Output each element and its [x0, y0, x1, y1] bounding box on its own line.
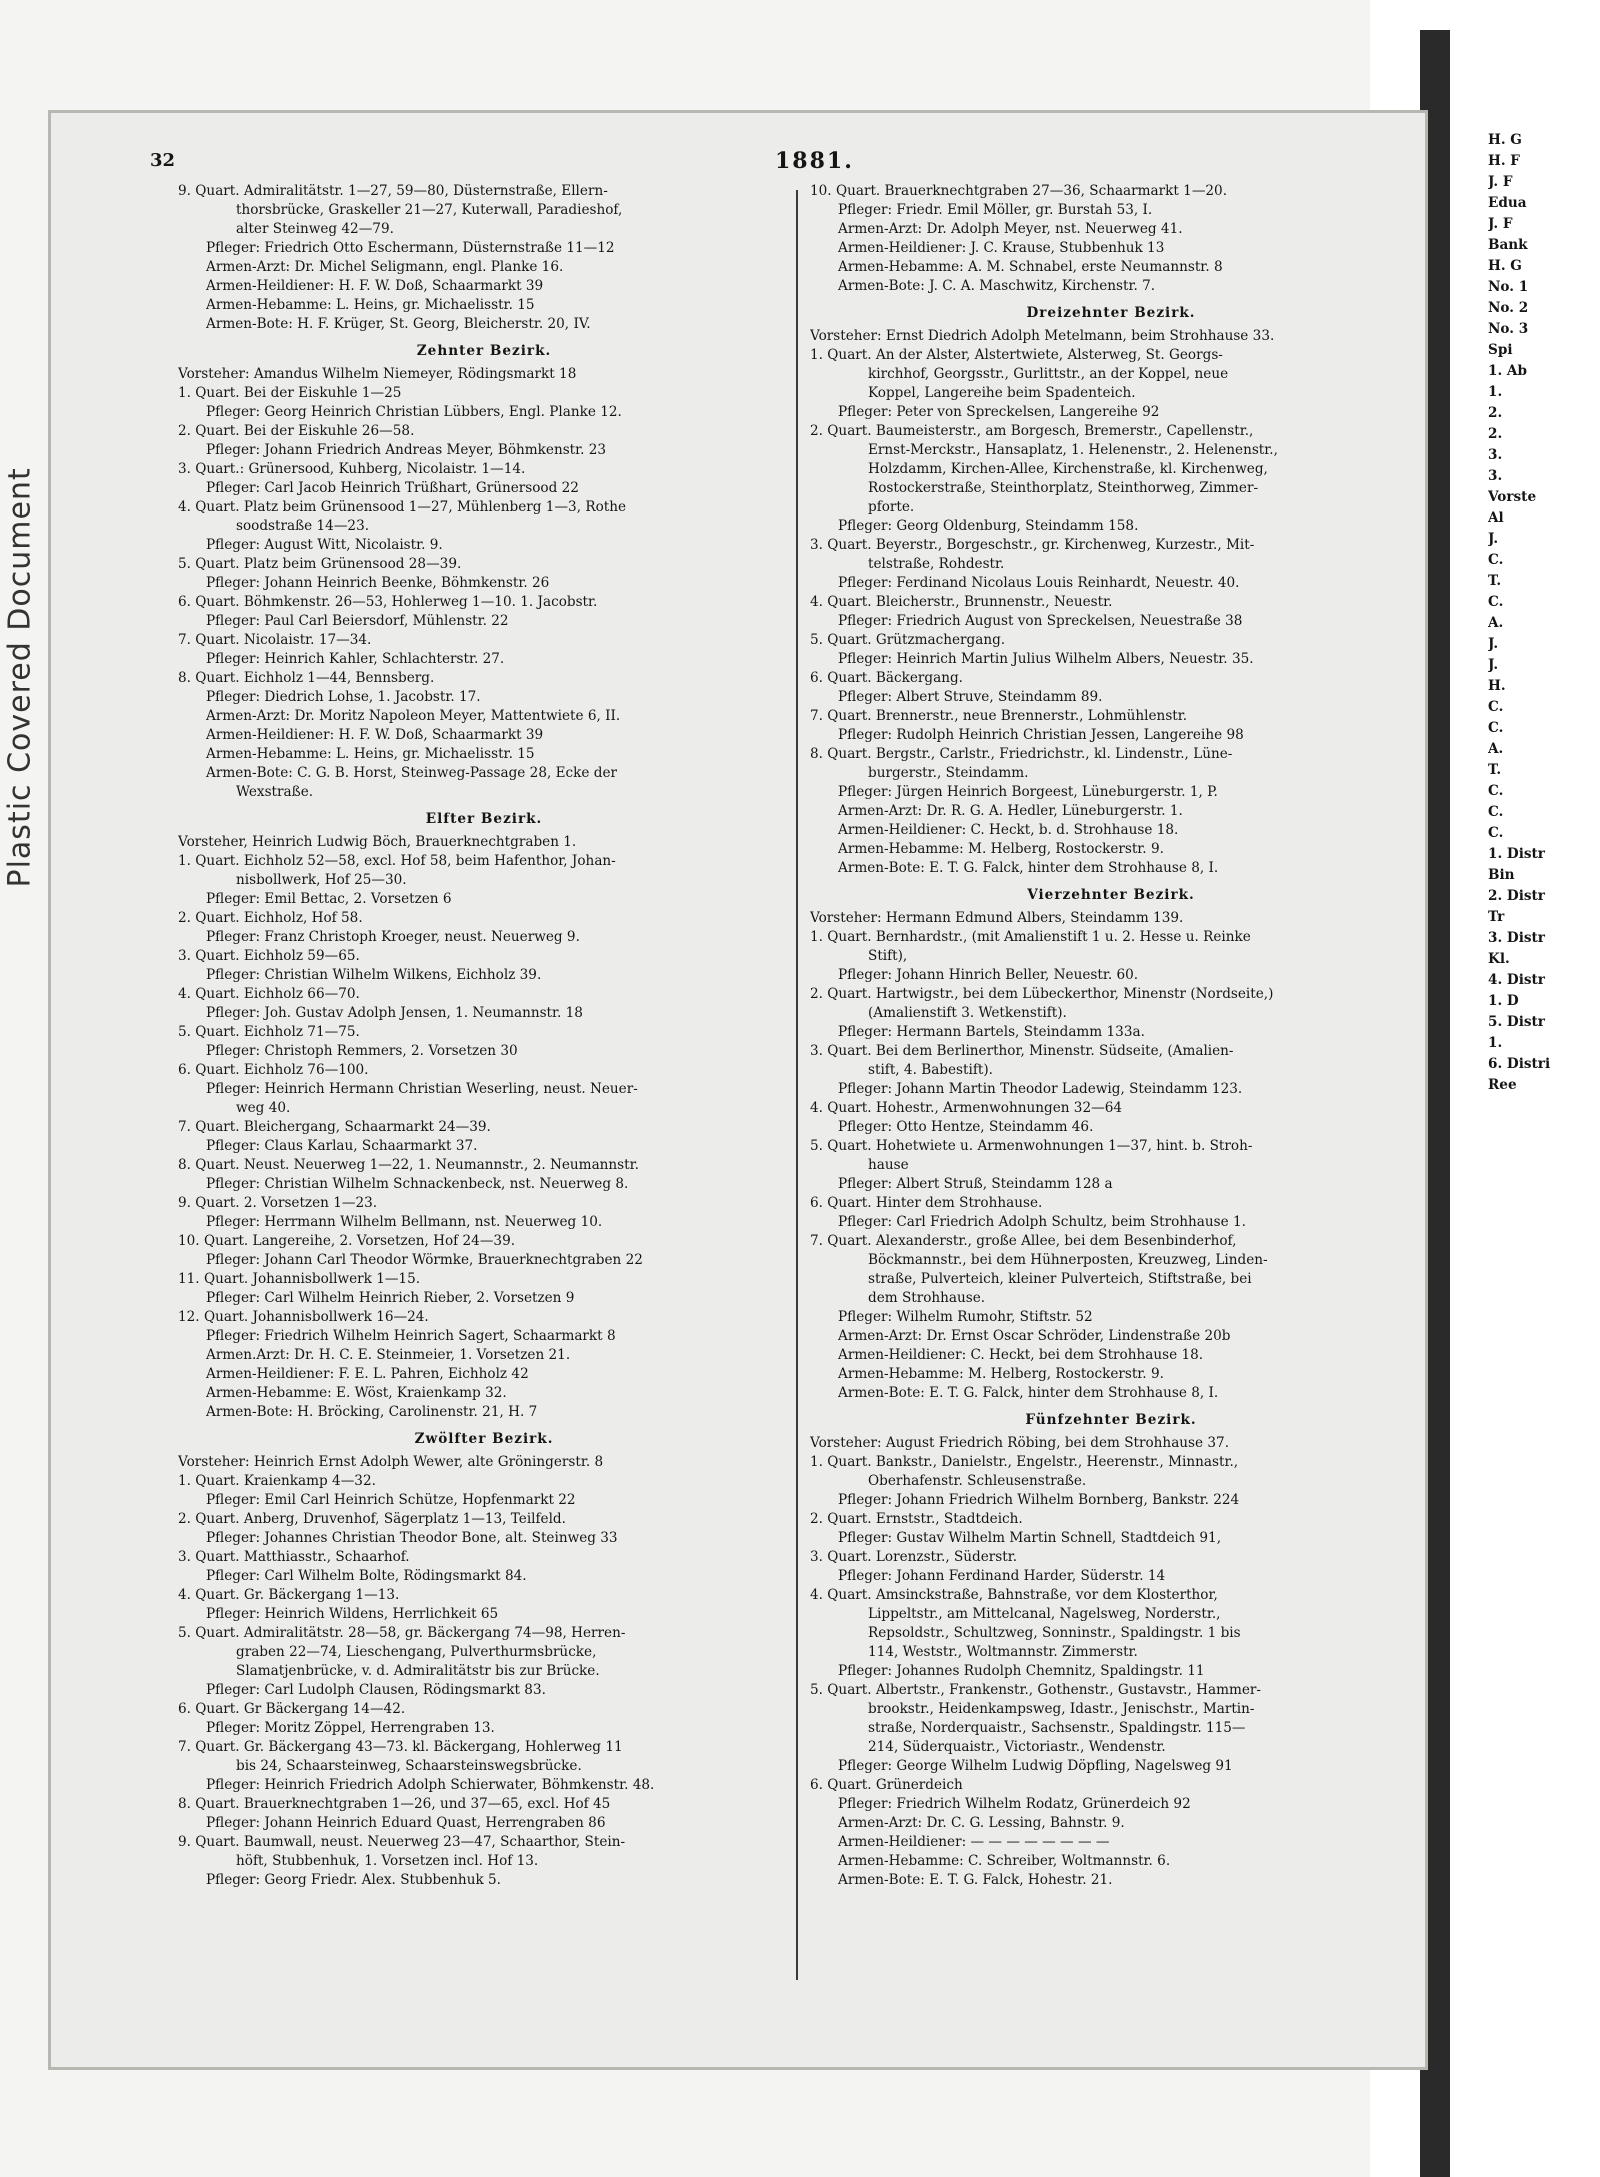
plastic-cover-label: Plastic Covered Document — [2, 467, 38, 888]
entry-line: 214, Süderquaistr., Victoriastr., Wendenstr. — [868, 1739, 1166, 1755]
entry-line: Pfleger: Herrmann Wilhelm Bellmann, nst. Neuerweg 10. — [206, 1214, 603, 1230]
entry-line: 3. Quart. Eichholz 59—65. — [178, 948, 360, 964]
entry-line: Pfleger: George Wilhelm Ludwig Döpfling, Nagelsweg 91 — [838, 1758, 1233, 1774]
entry-line: Pfleger: Emil Carl Heinrich Schütze, Hopfenmarkt 22 — [206, 1492, 576, 1508]
entry-line: 4. Quart. Platz beim Grünensood 1—27, Mühlenberg 1—3, Rothe — [178, 499, 627, 515]
entry-line: 8. Quart. Neust. Neuerweg 1—22, 1. Neumannstr., 2. Neumannstr. — [178, 1157, 639, 1173]
adjacent-page-fragment: 2. — [1488, 405, 1503, 421]
adjacent-page-fragment: T. — [1488, 573, 1502, 589]
entry-line: 5. Quart. Admiralitätstr. 28—58, gr. Bäckergang 74—98, Herren- — [178, 1625, 626, 1641]
entry-line: Armen-Bote: J. C. A. Maschwitz, Kirchenstr. 7. — [838, 278, 1156, 294]
entry-line: brookstr., Heidenkampsweg, Idastr., Jenischstr., Martin- — [868, 1701, 1255, 1717]
entry-line: Pfleger: Johannes Christian Theodor Bone, alt. Steinweg 33 — [206, 1530, 618, 1546]
adjacent-page-fragment: 1. — [1488, 384, 1503, 400]
entry-line: 10. Quart. Brauerknechtgraben 27—36, Schaarmarkt 1—20. — [810, 183, 1228, 199]
adjacent-page-fragment: 3. — [1488, 447, 1503, 463]
adjacent-page-fragment: J. — [1488, 657, 1499, 673]
entry-line: Pfleger: Joh. Gustav Adolph Jensen, 1. Neumannstr. 18 — [206, 1005, 583, 1021]
entry-line: alter Steinweg 42—79. — [236, 221, 394, 237]
entry-line: Pfleger: Friedr. Emil Möller, gr. Burstah 53, I. — [838, 202, 1153, 218]
entry-line: Vorsteher: Ernst Diedrich Adolph Metelmann, beim Strohhause 33. — [810, 328, 1275, 344]
entry-line: 3. Quart. Matthiasstr., Schaarhof. — [178, 1549, 410, 1565]
entry-line: 114, Weststr., Woltmannstr. Zimmerstr. — [868, 1644, 1138, 1660]
entry-line: Pfleger: Friedrich Wilhelm Heinrich Sagert, Schaarmarkt 8 — [206, 1328, 616, 1344]
entry-line: Pfleger: Georg Oldenburg, Steindamm 158. — [838, 518, 1139, 534]
entry-line: Pfleger: Friedrich Wilhelm Rodatz, Grünerdeich 92 — [838, 1796, 1191, 1812]
entry-line: 7. Quart. Bleichergang, Schaarmarkt 24—39. — [178, 1119, 491, 1135]
adjacent-page-fragment: No. 3 — [1488, 321, 1529, 337]
entry-line: 1. Quart. Bernhardstr., (mit Amalienstift 1 u. 2. Hesse u. Reinke — [810, 929, 1251, 945]
adjacent-page-fragment: H. G — [1488, 258, 1522, 274]
entry-line: 1. Quart. Bankstr., Danielstr., Engelstr., Heerenstr., Minnastr., — [810, 1454, 1239, 1470]
adjacent-page-fragment: 1. Distr — [1488, 846, 1545, 862]
adjacent-page-fragment: Ree — [1488, 1077, 1517, 1093]
adjacent-page-fragment: 2. — [1488, 426, 1503, 442]
entry-line: Pfleger: Emil Bettac, 2. Vorsetzen 6 — [206, 891, 452, 907]
entry-line: Pfleger: Georg Friedr. Alex. Stubbenhuk 5. — [206, 1872, 501, 1888]
entry-line: Pfleger: Carl Ludolph Clausen, Rödingsmarkt 83. — [206, 1682, 546, 1698]
entry-line: stift, 4. Babestift). — [868, 1062, 993, 1078]
entry-line: 8. Quart. Brauerknechtgraben 1—26, und 37—65, excl. Hof 45 — [178, 1796, 611, 1812]
entry-line: Armen-Bote: E. T. G. Falck, hinter dem Strohhause 8, I. — [838, 1385, 1219, 1401]
entry-line: Armen-Arzt: Dr. R. G. A. Hedler, Lüneburgerstr. 1. — [838, 803, 1183, 819]
entry-line: (Amalienstift 3. Wetkenstift). — [868, 1005, 1067, 1021]
adjacent-page-fragment: 1. — [1488, 1035, 1503, 1051]
entry-line: Vorsteher: Amandus Wilhelm Niemeyer, Rödingsmarkt 18 — [178, 366, 577, 382]
entry-line: 5. Quart. Hohetwiete u. Armenwohnungen 1—37, hint. b. Stroh- — [810, 1138, 1253, 1154]
entry-line: bis 24, Schaarsteinweg, Schaarsteinswegsbrücke. — [236, 1758, 582, 1774]
entry-line: 9. Quart. Admiralitätstr. 1—27, 59—80, Düsternstraße, Ellern- — [178, 183, 608, 199]
entry-line: Armen-Hebamme: L. Heins, gr. Michaelisstr. 15 — [206, 746, 535, 762]
entry-line: 1. Quart. Kraienkamp 4—32. — [178, 1473, 376, 1489]
entry-line: Armen-Bote: H. F. Krüger, St. Georg, Bleicherstr. 20, IV. — [206, 316, 591, 332]
entry-line: Pfleger: Johann Martin Theodor Ladewig, Steindamm 123. — [838, 1081, 1243, 1097]
entry-line: burgerstr., Steindamm. — [868, 765, 1029, 781]
entry-line: Pfleger: Georg Heinrich Christian Lübbers, Engl. Planke 12. — [206, 404, 622, 420]
entry-line: straße, Pulverteich, kleiner Pulverteich, Stiftstraße, bei — [868, 1271, 1252, 1287]
entry-line: Armen-Arzt: Dr. C. G. Lessing, Bahnstr. 9. — [838, 1815, 1125, 1831]
entry-line: Pfleger: Carl Friedrich Adolph Schultz, beim Strohhause 1. — [838, 1214, 1246, 1230]
entry-line: Ernst-Merckstr., Hansaplatz, 1. Helenenstr., 2. Helenenstr., — [868, 442, 1278, 458]
adjacent-page-fragment: A. — [1488, 741, 1504, 757]
entry-line: 5. Quart. Eichholz 71—75. — [178, 1024, 360, 1040]
adjacent-page-fragment: Bin — [1488, 867, 1515, 883]
entry-line: Armen-Arzt: Dr. Ernst Oscar Schröder, Lindenstraße 20b — [838, 1328, 1231, 1344]
entry-line: Pfleger: Carl Jacob Heinrich Trüßhart, Grünersood 22 — [206, 480, 579, 496]
adjacent-page-fragment: Edua — [1488, 195, 1527, 211]
entry-line: kirchhof, Georgsstr., Gurlittstr., an der Koppel, neue — [868, 366, 1229, 382]
entry-line: 6. Quart. Hinter dem Strohhause. — [810, 1195, 1043, 1211]
entry-line: 8. Quart. Eichholz 1—44, Bennsberg. — [178, 670, 435, 686]
entry-line: Armen-Arzt: Dr. Michel Seligmann, engl. Planke 16. — [206, 259, 564, 275]
adjacent-page-fragment: H. F — [1488, 153, 1520, 169]
adjacent-page-fragment: 6. Distri — [1488, 1056, 1551, 1072]
entry-line: Pfleger: Johann Heinrich Eduard Quast, Herrengraben 86 — [206, 1815, 606, 1831]
entry-line: 7. Quart. Alexanderstr., große Allee, bei dem Besenbinderhof, — [810, 1233, 1237, 1249]
entry-line: 3. Quart. Beyerstr., Borgeschstr., gr. Kirchenweg, Kurzestr., Mit- — [810, 537, 1255, 553]
adjacent-page-fragment: C. — [1488, 594, 1504, 610]
entry-line: Armen-Heildiener: F. E. L. Pahren, Eichholz 42 — [206, 1366, 529, 1382]
entry-line: Pfleger: Jürgen Heinrich Borgeest, Lüneburgerstr. 1, P. — [838, 784, 1218, 800]
entry-line: Pfleger: Otto Hentze, Steindamm 46. — [838, 1119, 1094, 1135]
entry-line: Pfleger: Wilhelm Rumohr, Stiftstr. 52 — [838, 1309, 1093, 1325]
adjacent-page-fragment: C. — [1488, 783, 1504, 799]
adjacent-page-fragment: C. — [1488, 825, 1504, 841]
entry-line: Vorsteher: Heinrich Ernst Adolph Wewer, alte Gröningerstr. 8 — [178, 1454, 604, 1470]
adjacent-page-fragment: Kl. — [1488, 951, 1510, 967]
entry-line: Pfleger: August Witt, Nicolaistr. 9. — [206, 537, 443, 553]
entry-line: Pfleger: Hermann Bartels, Steindamm 133a. — [838, 1024, 1145, 1040]
adjacent-page-fragment: 2. Distr — [1488, 888, 1545, 904]
entry-line: 4. Quart. Eichholz 66—70. — [178, 986, 360, 1002]
entry-line: 4. Quart. Gr. Bäckergang 1—13. — [178, 1587, 400, 1603]
district-heading: Fünfzehnter Bezirk. — [1025, 1412, 1197, 1428]
entry-line: Armen-Arzt: Dr. Adolph Meyer, nst. Neuerweg 41. — [838, 221, 1183, 237]
district-heading: Elfter Bezirk. — [425, 811, 543, 827]
adjacent-page-fragment: Vorste — [1488, 489, 1537, 505]
entry-line: Pfleger: Albert Struß, Steindamm 128 a — [838, 1176, 1113, 1192]
adjacent-page-fragment: 3. Distr — [1488, 930, 1545, 946]
adjacent-page-fragment: J. — [1488, 636, 1499, 652]
entry-line: pforte. — [868, 499, 915, 515]
entry-line: 5. Quart. Albertstr., Frankenstr., Gothenstr., Gustavstr., Hammer- — [810, 1682, 1261, 1698]
adjacent-page-strip — [1488, 130, 1600, 1096]
entry-line: straße, Norderquaistr., Sachsenstr., Spaldingstr. 115— — [868, 1720, 1246, 1736]
entry-line: Pfleger: Heinrich Friedrich Adolph Schierwater, Böhmkenstr. 48. — [206, 1777, 655, 1793]
entry-line: Armen.Arzt: Dr. H. C. E. Steinmeier, 1. Vorsetzen 21. — [206, 1347, 571, 1363]
entry-line: Pfleger: Peter von Spreckelsen, Langereihe 92 — [838, 404, 1160, 420]
entry-line: Armen-Heildiener: C. Heckt, bei dem Strohhause 18. — [838, 1347, 1204, 1363]
entry-line: 4. Quart. Hohestr., Armenwohnungen 32—64 — [810, 1100, 1122, 1116]
entry-line: Pfleger: Albert Struve, Steindamm 89. — [838, 689, 1103, 705]
adjacent-page-fragment: H. — [1488, 678, 1506, 694]
entry-line: 2. Quart. Bei der Eiskuhle 26—58. — [178, 423, 415, 439]
entry-line: Pfleger: Rudolph Heinrich Christian Jessen, Langereihe 98 — [838, 727, 1244, 743]
entry-line: Pfleger: Friedrich August von Spreckelsen, Neuestraße 38 — [838, 613, 1243, 629]
entry-line: Pfleger: Paul Carl Beiersdorf, Mühlenstr. 22 — [206, 613, 509, 629]
entry-line: 3. Quart. Bei dem Berlinerthor, Minenstr. Südseite, (Amalien- — [810, 1043, 1234, 1059]
entry-line: Stift), — [868, 948, 908, 964]
adjacent-page-fragment: No. 2 — [1488, 300, 1529, 316]
entry-line: Armen-Heildiener: J. C. Krause, Stubbenhuk 13 — [838, 240, 1165, 256]
entry-line: Armen-Heildiener: C. Heckt, b. d. Strohhause 18. — [838, 822, 1179, 838]
entry-line: Armen-Bote: E. T. G. Falck, Hohestr. 21. — [838, 1872, 1113, 1888]
district-heading: Zwölfter Bezirk. — [414, 1431, 554, 1447]
district-heading: Zehnter Bezirk. — [416, 343, 552, 359]
entry-line: Vorsteher, Heinrich Ludwig Böch, Brauerknechtgraben 1. — [178, 834, 577, 850]
entry-line: Pfleger: Friedrich Otto Eschermann, Düsternstraße 11—12 — [206, 240, 615, 256]
entry-line: Pfleger: Heinrich Kahler, Schlachterstr. 27. — [206, 651, 505, 667]
entry-line: Pfleger: Johann Hinrich Beller, Neuestr. 60. — [838, 967, 1139, 983]
entry-line: 7. Quart. Brennerstr., neue Brennerstr., Lohmühlenstr. — [810, 708, 1188, 724]
entry-line: 2. Quart. Eichholz, Hof 58. — [178, 910, 363, 926]
entry-line: Armen-Bote: H. Bröcking, Carolinenstr. 21, H. 7 — [206, 1404, 538, 1420]
entry-line: Armen-Hebamme: L. Heins, gr. Michaelisstr. 15 — [206, 297, 535, 313]
adjacent-page-fragment: 3. — [1488, 468, 1503, 484]
column-divider — [796, 190, 798, 1980]
entry-line: Oberhafenstr. Schleusenstraße. — [868, 1473, 1087, 1489]
entry-line: Pfleger: Johann Carl Theodor Wörmke, Brauerknechtgraben 22 — [206, 1252, 643, 1268]
entry-line: Armen-Hebamme: A. M. Schnabel, erste Neumannstr. 8 — [838, 259, 1223, 275]
entry-line: hause — [868, 1157, 909, 1173]
entry-line: 6. Quart. Bäckergang. — [810, 670, 963, 686]
entry-line: 6. Quart. Gr Bäckergang 14—42. — [178, 1701, 406, 1717]
entry-line: Armen-Heildiener: — — — — — — — — — [838, 1834, 1110, 1850]
adjacent-page-fragment: H. G — [1488, 132, 1522, 148]
adjacent-page-fragment: Tr — [1488, 909, 1505, 925]
district-heading: Vierzehnter Bezirk. — [1027, 887, 1195, 903]
adjacent-page-fragment: 4. Distr — [1488, 972, 1545, 988]
adjacent-page-fragment: 1. D — [1488, 993, 1519, 1009]
year-header: 1881. — [775, 148, 854, 174]
entry-line: Armen-Arzt: Dr. Moritz Napoleon Meyer, Mattentwiete 6, II. — [206, 708, 621, 724]
entry-line: Pfleger: Carl Wilhelm Bolte, Rödingsmarkt 84. — [206, 1568, 527, 1584]
entry-line: Böckmannstr., bei dem Hühnerposten, Kreuzweg, Linden- — [868, 1252, 1268, 1268]
entry-line: Pfleger: Carl Wilhelm Heinrich Rieber, 2. Vorsetzen 9 — [206, 1290, 575, 1306]
entry-line: Pfleger: Heinrich Wildens, Herrlichkeit 65 — [206, 1606, 499, 1622]
entry-line: Armen-Bote: C. G. B. Horst, Steinweg-Passage 28, Ecke der — [206, 765, 617, 781]
entry-line: 1. Quart. Eichholz 52—58, excl. Hof 58, beim Hafenthor, Johan- — [178, 853, 616, 869]
right-column — [810, 182, 1412, 1890]
adjacent-page-fragment: A. — [1488, 615, 1504, 631]
entry-line: Pfleger: Johann Ferdinand Harder, Süderstr. 14 — [838, 1568, 1166, 1584]
entry-line: graben 22—74, Lieschengang, Pulverthurmsbrücke, — [236, 1644, 597, 1660]
entry-line: 5. Quart. Platz beim Grünensood 28—39. — [178, 556, 462, 572]
adjacent-page-fragment: 1. Ab — [1488, 363, 1527, 379]
entry-line: 9. Quart. 2. Vorsetzen 1—23. — [178, 1195, 378, 1211]
entry-line: Vorsteher: Hermann Edmund Albers, Steindamm 139. — [810, 910, 1184, 926]
entry-line: Armen-Hebamme: M. Helberg, Rostockerstr. 9. — [838, 841, 1164, 857]
entry-line: Holzdamm, Kirchen-Allee, Kirchenstraße, kl. Kirchenweg, — [868, 461, 1268, 477]
entry-line: Lippeltstr., am Mittelcanal, Nagelsweg, Norderstr., — [868, 1606, 1221, 1622]
entry-line: 2. Quart. Baumeisterstr., am Borgesch, Bremerstr., Capellenstr., — [810, 423, 1254, 439]
entry-line: höft, Stubbenhuk, 1. Vorsetzen incl. Hof 13. — [236, 1853, 539, 1869]
adjacent-page-fragment: Bank — [1488, 237, 1528, 253]
adjacent-page-fragment: Al — [1488, 510, 1504, 526]
entry-line: Armen-Bote: E. T. G. Falck, hinter dem Strohhause 8, I. — [838, 860, 1219, 876]
entry-line: soodstraße 14—23. — [236, 518, 370, 534]
entry-line: 2. Quart. Anberg, Druvenhof, Sägerplatz 1—13, Teilfeld. — [178, 1511, 566, 1527]
adjacent-page-fragment: T. — [1488, 762, 1502, 778]
entry-line: Vorsteher: August Friedrich Röbing, bei dem Strohhause 37. — [810, 1435, 1230, 1451]
left-column — [178, 182, 790, 1890]
entry-line: Pfleger: Johann Heinrich Beenke, Böhmkenstr. 26 — [206, 575, 550, 591]
page-number: 32 — [150, 150, 176, 171]
adjacent-page-fragment: C. — [1488, 699, 1504, 715]
entry-line: 2. Quart. Ernststr., Stadtdeich. — [810, 1511, 1023, 1527]
entry-line: Repsoldstr., Schultzweg, Sonninstr., Spaldingstr. 1 bis — [868, 1625, 1241, 1641]
entry-line: Pfleger: Claus Karlau, Schaarmarkt 37. — [206, 1138, 478, 1154]
entry-line: Pfleger: Moritz Zöppel, Herrengraben 13. — [206, 1720, 495, 1736]
entry-line: 4. Quart. Amsinckstraße, Bahnstraße, vor dem Klosterthor, — [810, 1587, 1218, 1603]
entry-line: Armen-Hebamme: C. Schreiber, Woltmannstr. 6. — [838, 1853, 1171, 1869]
entry-line: 6. Quart. Böhmkenstr. 26—53, Hohlerweg 1—10. 1. Jacobstr. — [178, 594, 598, 610]
entry-line: Pfleger: Franz Christoph Kroeger, neust. Neuerweg 9. — [206, 929, 580, 945]
entry-line: Wexstraße. — [236, 784, 314, 800]
entry-line: Pfleger: Ferdinand Nicolaus Louis Reinhardt, Neuestr. 40. — [838, 575, 1240, 591]
entry-line: 2. Quart. Hartwigstr., bei dem Lübeckerthor, Minenstr (Nordseite,) — [810, 986, 1274, 1002]
entry-line: 12. Quart. Johannisbollwerk 16—24. — [178, 1309, 429, 1325]
entry-line: Pfleger: Diedrich Lohse, 1. Jacobstr. 17. — [206, 689, 481, 705]
entry-line: 5. Quart. Grützmachergang. — [810, 632, 1006, 648]
entry-line: Pfleger: Heinrich Martin Julius Wilhelm Albers, Neuestr. 35. — [838, 651, 1254, 667]
adjacent-page-fragment: Spi — [1488, 342, 1513, 358]
entry-line: Pfleger: Christoph Remmers, 2. Vorsetzen 30 — [206, 1043, 518, 1059]
adjacent-page-fragment: J. — [1488, 531, 1499, 547]
adjacent-page-fragment: 5. Distr — [1488, 1014, 1545, 1030]
entry-line: Slamatjenbrücke, v. d. Admiralitätstr bis zur Brücke. — [236, 1663, 600, 1679]
entry-line: 6. Quart. Eichholz 76—100. — [178, 1062, 369, 1078]
entry-line: 8. Quart. Bergstr., Carlstr., Friedrichstr., kl. Lindenstr., Lüne- — [810, 746, 1233, 762]
entry-line: telstraße, Rohdestr. — [868, 556, 1005, 572]
entry-line: nisbollwerk, Hof 25—30. — [236, 872, 407, 888]
entry-line: 11. Quart. Johannisbollwerk 1—15. — [178, 1271, 421, 1287]
entry-line: 6. Quart. Grünerdeich — [810, 1777, 963, 1793]
entry-line: 1. Quart. Bei der Eiskuhle 1—25 — [178, 385, 402, 401]
entry-line: Armen-Heildiener: H. F. W. Doß, Schaarmarkt 39 — [206, 278, 544, 294]
entry-line: 3. Quart. Lorenzstr., Süderstr. — [810, 1549, 1018, 1565]
district-heading: Dreizehnter Bezirk. — [1026, 305, 1196, 321]
entry-line: Pfleger: Johann Friedrich Wilhelm Bornberg, Bankstr. 224 — [838, 1492, 1240, 1508]
adjacent-page-fragment: No. 1 — [1488, 279, 1529, 295]
entry-line: Pfleger: Johannes Rudolph Chemnitz, Spaldingstr. 11 — [838, 1663, 1205, 1679]
entry-line: Armen-Hebamme: M. Helberg, Rostockerstr. 9. — [838, 1366, 1164, 1382]
adjacent-page-fragment: C. — [1488, 720, 1504, 736]
entry-line: weg 40. — [236, 1100, 291, 1116]
entry-line: thorsbrücke, Graskeller 21—27, Kuterwall, Paradieshof, — [236, 202, 623, 218]
adjacent-page-fragment: C. — [1488, 552, 1504, 568]
entry-line: 7. Quart. Nicolaistr. 17—34. — [178, 632, 372, 648]
entry-line: Pfleger: Heinrich Hermann Christian Weserling, neust. Neuer- — [206, 1081, 638, 1097]
entry-line: 7. Quart. Gr. Bäckergang 43—73. kl. Bäckergang, Hohlerweg 11 — [178, 1739, 623, 1755]
entry-line: Koppel, Langereihe beim Spadenteich. — [868, 385, 1136, 401]
entry-line: 9. Quart. Baumwall, neust. Neuerweg 23—47, Schaarthor, Stein- — [178, 1834, 626, 1850]
adjacent-page-fragment: J. F — [1488, 216, 1513, 232]
adjacent-page-fragment: J. F — [1488, 174, 1513, 190]
entry-line: Pfleger: Christian Wilhelm Wilkens, Eichholz 39. — [206, 967, 542, 983]
entry-line: 1. Quart. An der Alster, Alstertwiete, Alsterweg, St. Georgs- — [810, 347, 1223, 363]
entry-line: dem Strohhause. — [868, 1290, 986, 1306]
adjacent-page-fragment: C. — [1488, 804, 1504, 820]
entry-line: 3. Quart.: Grünersood, Kuhberg, Nicolaistr. 1—14. — [178, 461, 526, 477]
entry-line: Armen-Hebamme: E. Wöst, Kraienkamp 32. — [206, 1385, 507, 1401]
entry-line: Pfleger: Gustav Wilhelm Martin Schnell, Stadtdeich 91, — [838, 1530, 1222, 1546]
entry-line: Rostockerstraße, Steinthorplatz, Steinthorweg, Zimmer- — [868, 480, 1259, 496]
entry-line: 4. Quart. Bleicherstr., Brunnenstr., Neuestr. — [810, 594, 1113, 610]
entry-line: Pfleger: Christian Wilhelm Schnackenbeck, nst. Neuerweg 8. — [206, 1176, 629, 1192]
entry-line: Pfleger: Johann Friedrich Andreas Meyer, Böhmkenstr. 23 — [206, 442, 607, 458]
entry-line: 10. Quart. Langereihe, 2. Vorsetzen, Hof 24—39. — [178, 1233, 516, 1249]
entry-line: Armen-Heildiener: H. F. W. Doß, Schaarmarkt 39 — [206, 727, 544, 743]
